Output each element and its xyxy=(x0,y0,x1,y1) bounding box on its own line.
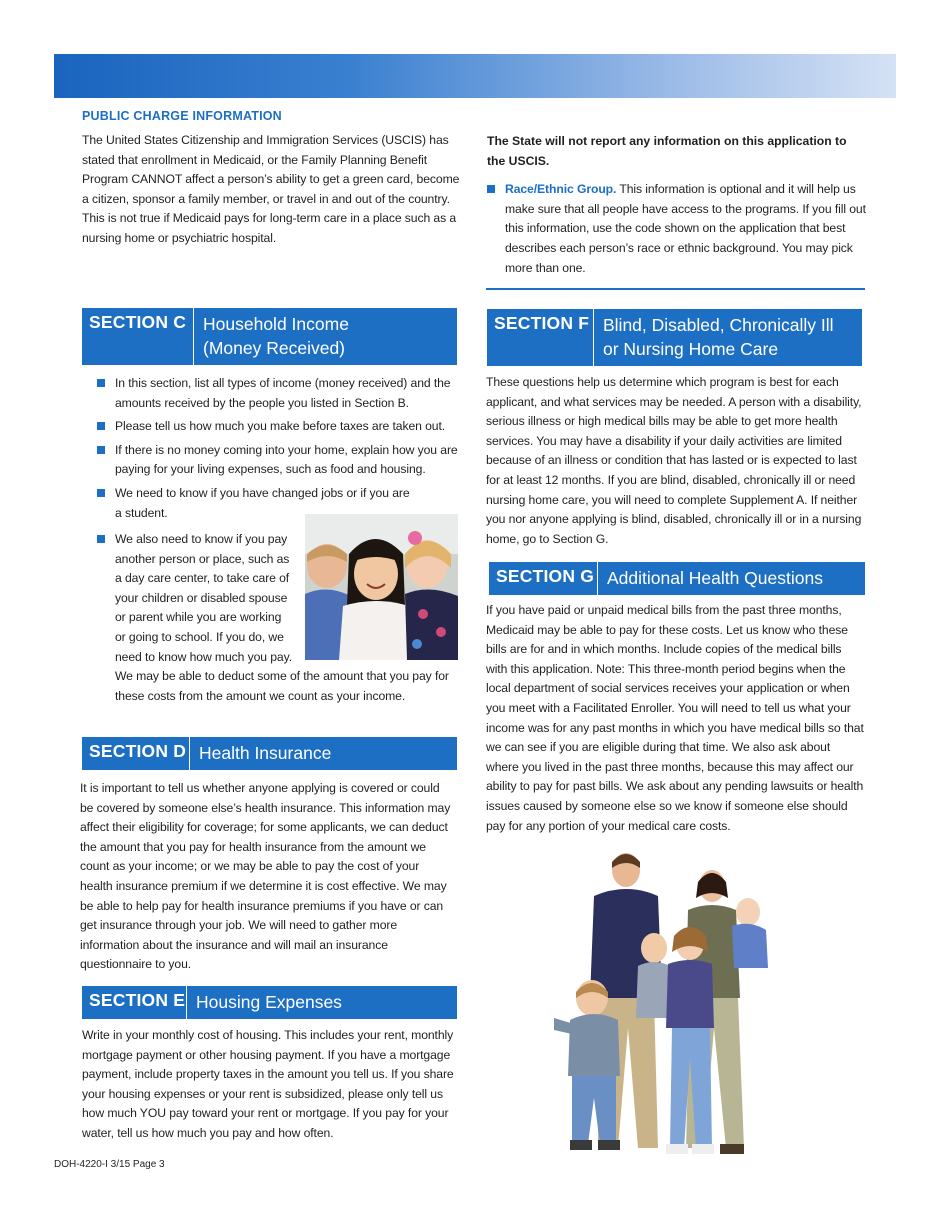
bullet-square-icon xyxy=(97,489,105,497)
list-item-text: We need to know if you have changed jobs or if you are a student. xyxy=(115,485,410,520)
header-banner xyxy=(54,54,896,98)
section-e-label: SECTION E xyxy=(82,986,187,1019)
list-item-text: Please tell us how much you make before taxes are taken out. xyxy=(115,419,446,434)
list-item xyxy=(97,441,459,480)
list-item xyxy=(97,374,459,413)
section-g-body xyxy=(486,601,865,836)
race-lead: Race/Ethnic Group. xyxy=(505,182,617,197)
section-c-title-line2: (Money Received) xyxy=(203,338,345,358)
list-item-text: If there is no money coming into your home, explain how you are paying for your living expenses, such as food and housing. xyxy=(115,442,458,477)
bullet-square-icon xyxy=(97,379,105,387)
section-c-label: SECTION C xyxy=(82,308,194,365)
list-item xyxy=(97,417,459,437)
public-charge-heading: PUBLIC CHARGE INFORMATION xyxy=(82,109,282,123)
section-d-header xyxy=(82,737,457,770)
race-text: This information is optional and it will help us make sure that all people have access to the programs. If you fill out this information, use the code shown on the application that best describes each person’s race or ethnic background. You may pick more than one. xyxy=(505,182,866,275)
section-c-title-line1: Household Income xyxy=(203,314,349,334)
race-bullet xyxy=(487,180,867,278)
section-c-bullets-cont xyxy=(97,530,459,706)
section-c-body xyxy=(97,374,459,527)
state-note: The State will not report any information on this application to the USCIS. xyxy=(487,134,847,168)
bullet-square-icon xyxy=(97,535,105,543)
section-d-body xyxy=(80,779,453,975)
section-c-bullet5-block xyxy=(97,530,459,706)
section-f-body xyxy=(486,373,864,549)
list-item-text: We also need to know if you pay another person or place, such as a day care center, to take care of your children or disabled spouse or parent while you are working or going to school. If you do, we need to know how much you pay. We may be able to deduct some of the amount that you pay for these costs from the amount we count as your income. xyxy=(115,532,449,703)
family-photo xyxy=(554,848,774,1160)
bullet-square-icon xyxy=(487,185,495,193)
public-charge-block xyxy=(82,109,462,249)
section-e-title: Housing Expenses xyxy=(196,992,342,1012)
section-c-header xyxy=(82,308,457,365)
section-g-header xyxy=(489,562,865,595)
section-d-title: Health Insurance xyxy=(199,743,332,763)
section-d-label: SECTION D xyxy=(82,737,190,770)
section-f-title-line2: or Nursing Home Care xyxy=(603,339,779,359)
section-g-label: SECTION G xyxy=(489,562,598,595)
family-photo-icon xyxy=(554,848,774,1160)
page-footer: DOH-4220-I 3/15 Page 3 xyxy=(54,1159,165,1170)
section-divider xyxy=(486,288,865,290)
list-item-text: In this section, list all types of income (money received) and the amounts received by the people you listed in Section B. xyxy=(115,376,451,410)
section-g-title: Additional Health Questions xyxy=(607,568,823,588)
section-d-text: It is important to tell us whether anyone applying is covered or could be covered by someone else’s health insurance. This information may affect their eligibility for coverage; for some applicants, we can deduct the amount that you pay for health insurance from the amount we count as your income; or we may be able to pay the cost of your health insurance premium if we determine it is cost effective. We may be able to help pay for health insurance premiums if you have or can get insurance through your job. We will need to gather more information about the insurance and will mail an insurance questionnaire to you. xyxy=(80,781,451,972)
section-c-title xyxy=(194,308,357,365)
section-f-title xyxy=(594,309,842,366)
section-e-body xyxy=(82,1026,460,1144)
bullet-square-icon xyxy=(97,422,105,430)
section-f-title-line1: Blind, Disabled, Chronically Ill xyxy=(603,315,834,335)
section-f-text: These questions help us determine which program is best for each applicant, and what services may be needed. A person with a disability, serious illness or high medical bills may be able to get more health services. You may have a disability if your daily activities are limited because of an illness or condition that has lasted or is expected to last for at least 12 months. If you are blind, disabled, chronically ill or need nursing home care, you will need to complete Supplement A. If neither you nor anyone applying is blind, disabled, chronically ill or in a nursing home, go to Section G. xyxy=(486,375,862,546)
section-c-bullets xyxy=(97,374,459,523)
section-f-label: SECTION F xyxy=(487,309,594,366)
section-f-header xyxy=(487,309,862,366)
race-bullet-list xyxy=(487,180,867,278)
public-charge-text: The United States Citizenship and Immigration Services (USCIS) has stated that enrollment in Medicaid, or the Family Planning Benefit Program CANNOT affect a person’s ability to get a green card, become a citizen, sponsor a family member, or travel in and out of the country. This is not true if Medicaid pays for long-term care in a place such as a nursing home or psychiatric hospital. xyxy=(82,133,460,245)
section-e-text: Write in your monthly cost of housing. This includes your rent, monthly mortgage payment or other housing payment. If you have a mortgage payment, include property taxes in the amount you tell us. If you share your housing expenses or your rent is subsidized, please only tell us how much YOU pay toward your rent or mortgage. If you pay for your water, tell us how much you pay and how often. xyxy=(82,1028,454,1140)
bullet-square-icon xyxy=(97,446,105,454)
section-g-text: If you have paid or unpaid medical bills from the past three months, Medicaid may be able to pay for these costs. Let us know who these bills are for and in which months. Include copies of the medical bills with this application. Note: This three-month period begins when the local department of social services receives your application or when you meet with a Facilitated Enroller. You will need to tell us what your income was for any past months in which you have medical bills so that we can see if you are eligible during that time. We also ask about where you lived in the past three months, because this may affect our ability to pay for past bills. We ask about any pending lawsuits or health issues caused by someone else so we know if someone else should pay for any portion of your medical care costs. xyxy=(486,603,864,833)
section-e-header xyxy=(82,986,457,1019)
state-note-block xyxy=(487,132,867,278)
list-item xyxy=(97,530,459,706)
